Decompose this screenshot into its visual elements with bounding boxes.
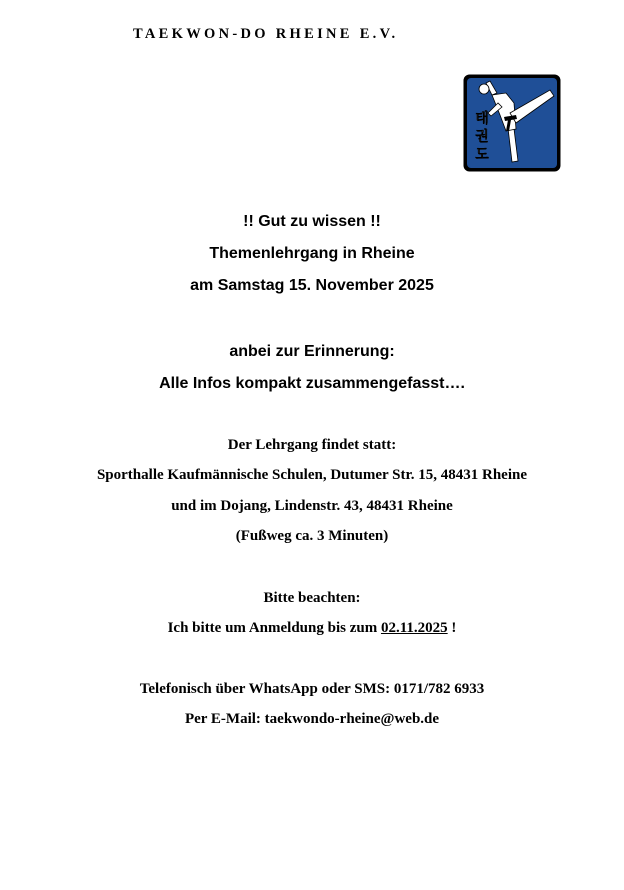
headline-event-date: am Samstag 15. November 2025 [190,277,434,294]
contact-phone: Telefonisch über WhatsApp oder SMS: 0171/782 6933 [139,681,485,697]
logo-hangul-1: 태 [475,111,489,127]
headline-good-to-know: !! Gut zu wissen !! [243,213,381,230]
location-heading: Der Lehrgang findet statt: [227,437,397,453]
registration-deadline [0,620,624,637]
organization-title: TAEKWON-DO RHEINE E.V. [133,26,399,42]
venue-dojang: und im Dojang, Lindenstr. 43, 48431 Rheine [171,498,453,514]
registration-suffix: ! [447,620,457,636]
logo-hangul-2: 권 [475,129,489,145]
taekwondo-logo [462,73,562,173]
logo-hangul-3: 도 [475,147,489,163]
venue-sporthalle: Sporthalle Kaufmännische Schulen, Dutumer Str. 15, 48431 Rheine [96,467,528,483]
summary-text: Alle Infos kompakt zusammengefasst…. [159,375,465,392]
reminder-text: anbei zur Erinnerung: [229,343,395,360]
registration-prefix: Ich bitte um Anmeldung bis zum [167,620,381,636]
headline-event-title: Themenlehrgang in Rheine [209,245,415,262]
notice-heading: Bitte beachten: [263,590,361,606]
walking-distance: (Fußweg ca. 3 Minuten) [235,528,389,544]
contact-email: Per E-Mail: taekwondo-rheine@web.de [184,711,440,727]
registration-date: 02.11.2025 [380,620,448,636]
